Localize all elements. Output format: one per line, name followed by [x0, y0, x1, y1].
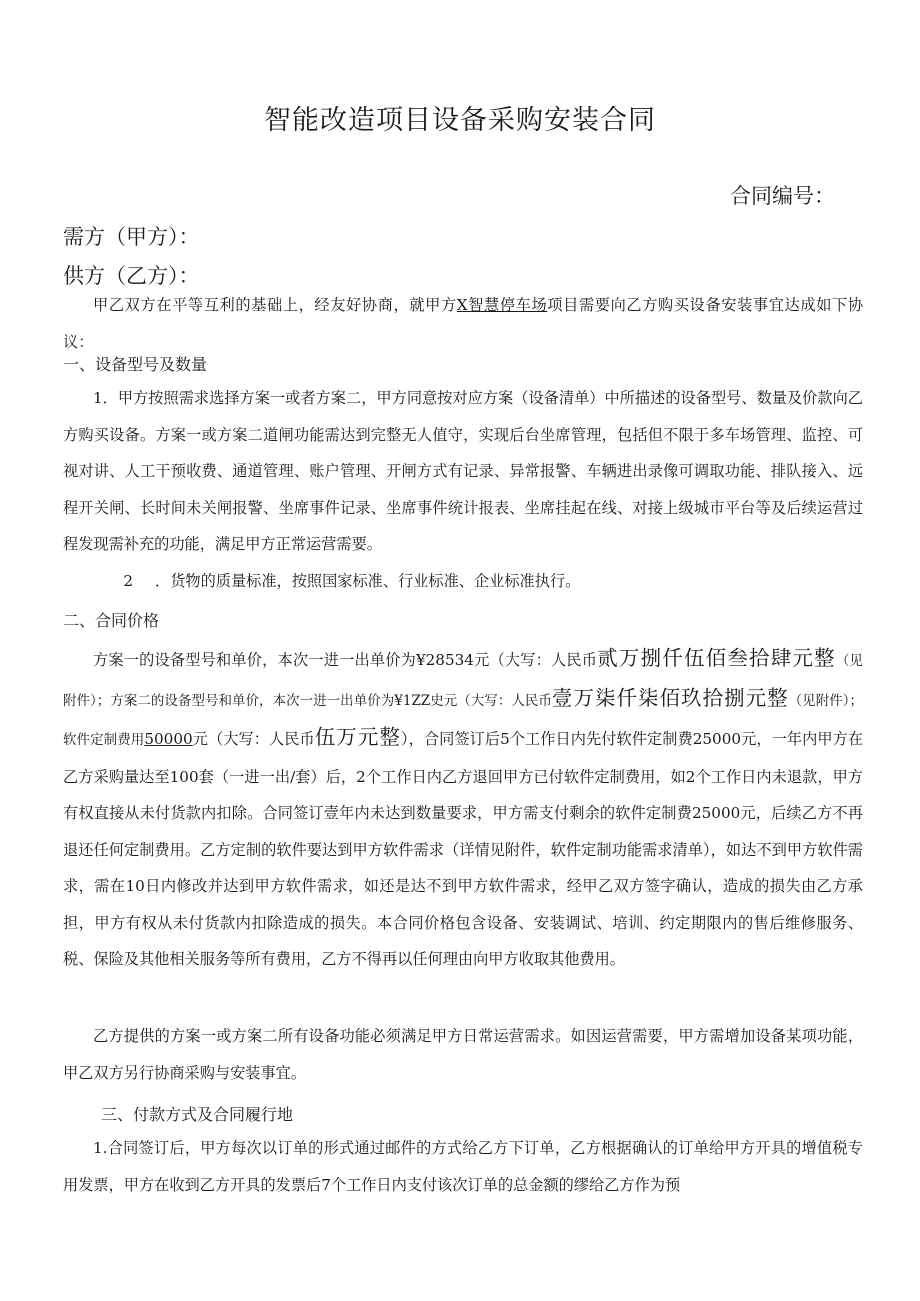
section2-heading: 二、合同价格	[63, 611, 160, 630]
section2-paragraph2: 乙方提供的方案一或方案二所有设备功能必须满足甲方日常运营需求。如因运营需要，甲方需增加设备某项功能，甲乙双方另行协商采购与安装事宜。	[63, 1027, 863, 1082]
intro-text-a: 甲乙双方在平等互利的基础上，经友好协商，就甲方	[93, 296, 457, 314]
price-text-b: （见附件）；方案二的设备型号和单价，本次一进一出单价为¥1ZZ史元（大写：人民币	[63, 653, 864, 709]
item-number: 2	[123, 572, 133, 590]
price-text-a: 方案一的设备型号和单价，本次一进一出单价为¥28534元（大写：人民币	[93, 651, 598, 669]
section1-paragraph2	[63, 563, 863, 600]
contract-number-label: 合同编号：	[730, 184, 835, 208]
price-amount-words-1: 贰万捌仟伍佰叁拾肆元整	[597, 646, 836, 670]
item-text: ．货物的质量标准，按照国家标准、行业标准、企业标准执行。	[155, 572, 581, 590]
price-text-e: ），合同签订后5个工作日内先付软件定制费25000元，一年内甲方在乙方采购量达至100套（一进一出/套）后，2个工作日内乙方退回甲方已付软件定制费用，如2个工作日内未退款，甲方有权直接从未付货款内扣除。合同签订壹年内未达到数量要求，甲方需支付剩余的软件定制费25000元，后续乙方不再退还任何定制费用。乙方定制的软件要达到甲方软件需求（详情见附件，软件定制功能需求清单），如达不到甲方软件需求，需在10日内修改并达到甲方软件需求，如还是达不到甲方软件需求，经甲乙双方签字确认，造成的损失由乙方承担，甲方有权从未付货款内扣除造成的损失。本合同价格包含设备、安装调试、培训、约定期限内的售后维修服务、税、保险及其他相关服务等所有费用，乙方不得再以任何理由向甲方收取其他费用。	[63, 730, 864, 968]
intro-paragraph	[63, 287, 863, 360]
intro-text-b: 项目需要向乙方购买设备安装事宜达成如下协议：	[63, 296, 864, 351]
project-name: X智慧停车场	[456, 296, 548, 314]
section3-paragraph1: 1.合同签订后，甲方每次以订单的形式通过邮件的方式给乙方下订单，乙方根据确认的订单给甲方开具的增值税专用发票，甲方在收到乙方开具的发票后7个工作日内支付该次订单的总金额的缪给乙方作为预	[63, 1139, 863, 1194]
price-text-c: （见附件）；软件定制费用	[63, 692, 864, 748]
document-title: 智能改造项目设备采购安装合同	[264, 105, 656, 136]
price-amount-words-2: 壹万柒仟柒佰玖拾捌元整	[551, 685, 789, 710]
section1-paragraph1: 1．甲方按照需求选择方案一或者方案二，甲方同意按对应方案（设备清单）中所描述的设备型号、数量及价款向乙方购买设备。方案一或方案二道闸功能需达到完整无人值守，实现后台坐席管理，包括但不限于多车场管理、监控、可视对讲、人工干预收费、通道管理、账户管理、开闸方式有记录、异常报警、车辆进出录像可调取功能、排队接入、远程开关闸、长时间未关闸报警、坐席事件记录、坐席事件统计报表、坐席挂起在线、对接上级城市平台等及后续运营过程发现需补充的功能，满足甲方正常运营需要。	[63, 389, 863, 553]
section2-paragraph1	[63, 640, 863, 978]
software-fee: 50000	[144, 730, 193, 748]
section1-heading: 一、设备型号及数量	[63, 355, 208, 374]
section3-heading: 三、付款方式及合同履行地	[101, 1105, 294, 1124]
seller-label: 供方（乙方）：	[63, 264, 200, 288]
price-text-d: 元（大写：人民币	[192, 730, 315, 748]
software-fee-words: 伍万元整	[314, 725, 401, 749]
buyer-label: 需方（甲方）：	[63, 225, 200, 249]
